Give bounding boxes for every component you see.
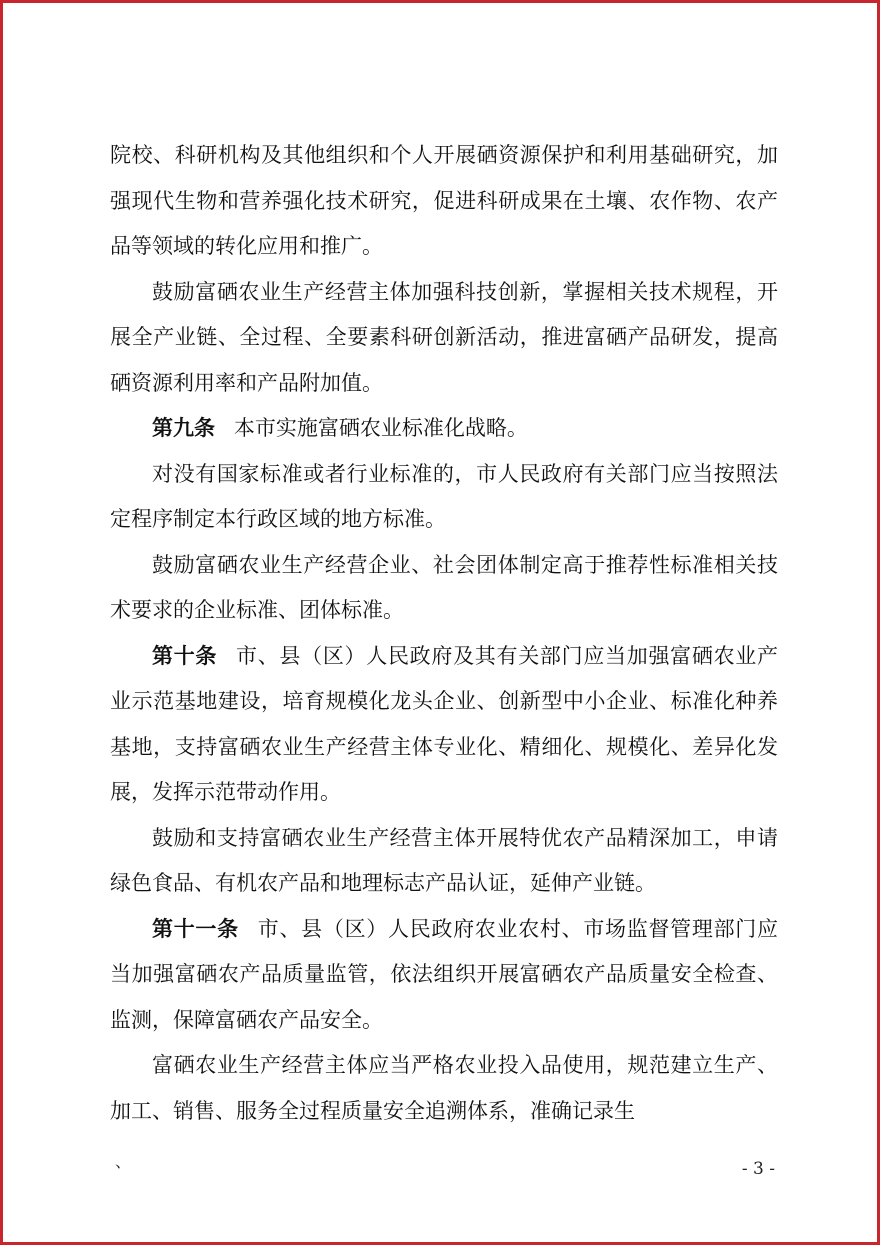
paragraph-text: 对没有国家标准或者行业标准的，市人民政府有关部门应当按照法定程序制定本行政区域的地方标准。 bbox=[110, 461, 778, 531]
article-label: 第九条 bbox=[152, 416, 215, 440]
paragraph-text: 鼓励和支持富硒农业生产经营主体开展特优农产品精深加工，申请绿色食品、有机农产品和地理标志产品认证，延伸产业链。 bbox=[110, 825, 778, 895]
paragraph-5 bbox=[110, 543, 778, 634]
paragraph-2 bbox=[110, 270, 778, 407]
paragraph-1 bbox=[110, 133, 778, 270]
article-9 bbox=[110, 406, 778, 452]
footer-mark: 、 bbox=[115, 1152, 132, 1171]
paragraph-7 bbox=[110, 816, 778, 907]
paragraph-text: 市、县（区）人民政府及其有关部门应当加强富硒农业产业示范基地建设，培育规模化龙头企业、创新型中小企业、标准化种养基地，支持富硒农业生产经营主体专业化、精细化、规模化、差异化发展，发挥示范带动作用。 bbox=[110, 643, 778, 804]
document-body bbox=[110, 133, 778, 1134]
paragraph-text: 鼓励富硒农业生产经营企业、社会团体制定高于推荐性标准相关技术要求的企业标准、团体标准。 bbox=[110, 552, 778, 622]
paragraph-text: 市、县（区）人民政府农业农村、市场监督管理部门应当加强富硒农产品质量监管，依法组织开展富硒农产品质量安全检查、监测，保障富硒农产品安全。 bbox=[110, 916, 779, 1032]
article-label: 第十一条 bbox=[152, 916, 239, 941]
article-10 bbox=[110, 634, 778, 816]
paragraph-9 bbox=[110, 1043, 778, 1134]
article-11 bbox=[110, 907, 778, 1044]
paragraph-text: 本市实施富硒农业标准化战略。 bbox=[233, 416, 528, 440]
paragraph-text: 富硒农业生产经营主体应当严格农业投入品使用，规范建立生产、加工、销售、服务全过程质量安全追溯体系，准确记录生 bbox=[110, 1053, 778, 1123]
paragraph-text: 院校、科研机构及其他组织和个人开展硒资源保护和利用基础研究，加强现代生物和营养强化技术研究，促进科研成果在土壤、农作物、农产品等领域的转化应用和推广。 bbox=[110, 143, 778, 258]
article-label: 第十条 bbox=[152, 643, 218, 668]
paragraph-text: 鼓励富硒农业生产经营主体加强科技创新，掌握相关技术规程，开展全产业链、全过程、全要素科研创新活动，推进富硒产品研发，提高硒资源利用率和产品附加值。 bbox=[110, 279, 778, 395]
paragraph-4 bbox=[110, 452, 778, 543]
page-number: - 3 - bbox=[741, 1159, 775, 1179]
